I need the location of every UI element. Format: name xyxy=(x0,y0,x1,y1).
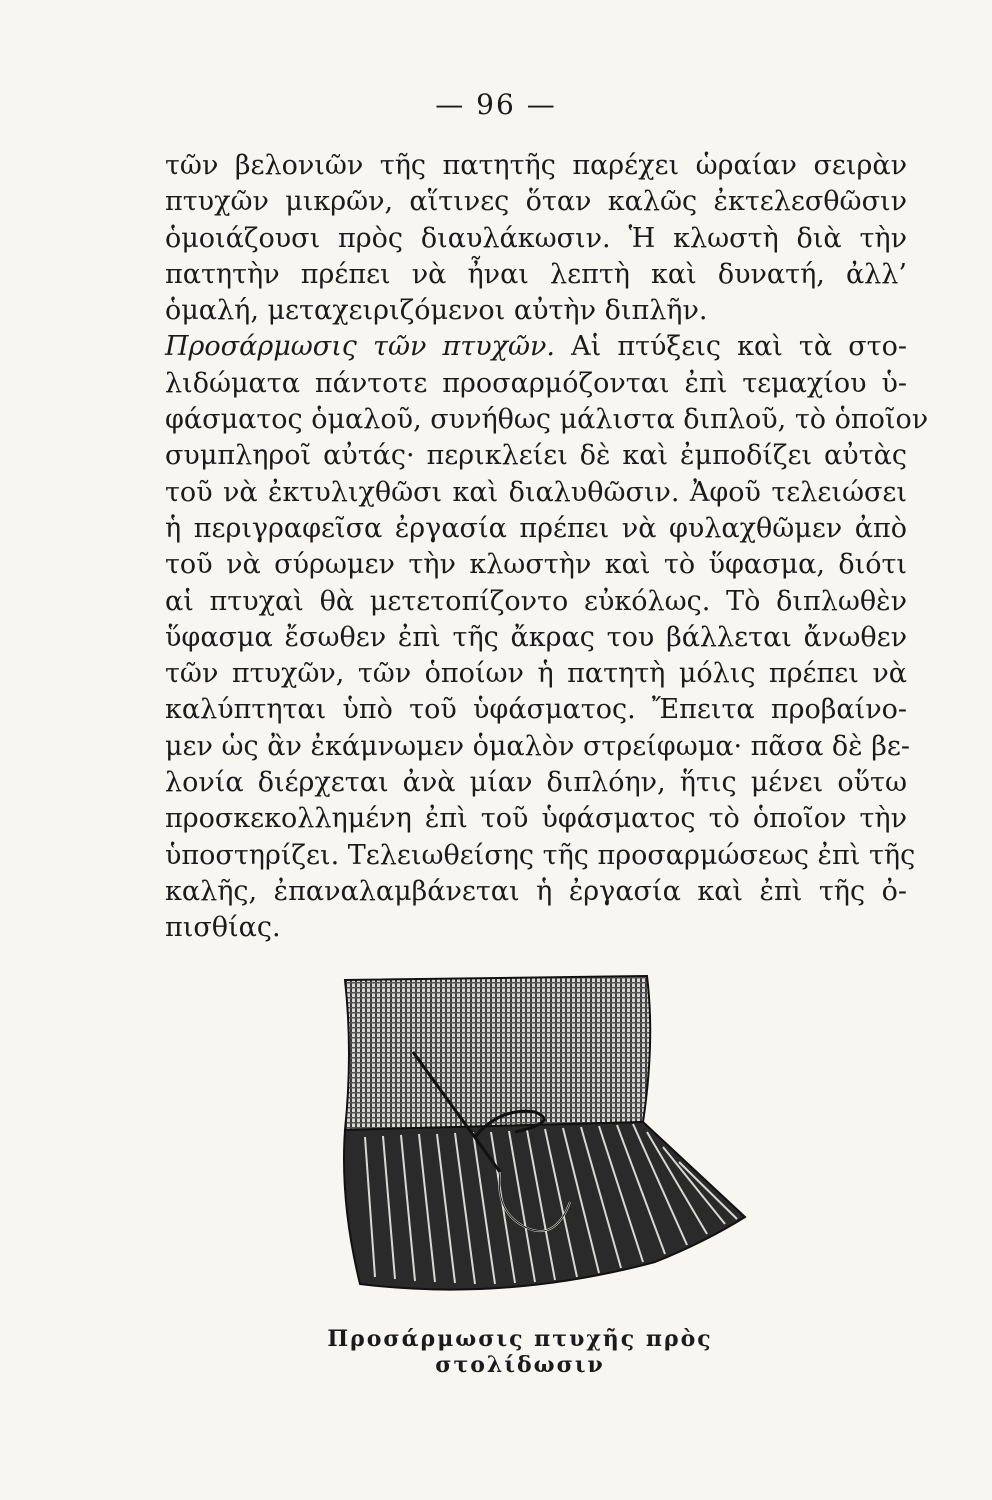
text-line: πατητὴν πρέπει νὰ ἦναι λεπτὴ καὶ δυνατή, ἀλλ’ xyxy=(165,258,907,290)
text-line: καλῆς, ἐπαναλαμβάνεται ἡ ἐργασία καὶ ἐπὶ τῆς ὀ- xyxy=(165,875,907,907)
text-line: τῶν βελονιῶν τῆς πατητῆς παρέχει ὡραίαν σειρὰν xyxy=(165,150,907,181)
text-line: τῶν πτυχῶν, τῶν ὁποίων ἡ πατητὴ μόλις πρέπει νὰ xyxy=(165,658,907,690)
text-line: ὁμαλή, μεταχειριζόμενοι αὐτὴν διπλῆν. xyxy=(165,295,708,327)
section-first-line-text: Αἱ πτύξεις καὶ τὰ στο- xyxy=(571,331,907,363)
text-line: αἱ πτυχαὶ θὰ μετετοπίζοντο εὐκόλως. Τὸ διπλωθὲν xyxy=(165,585,907,617)
text-line: λιδώματα πάντοτε προσαρμόζονται ἐπὶ τεμαχίου ὑ- xyxy=(165,367,907,399)
text-line: συμπληροῖ αὐτάς· περικλείει δὲ καὶ ἐμποδίζει αὐτὰς xyxy=(165,440,907,472)
section-heading: Προσάρμωσις τῶν πτυχῶν. xyxy=(165,331,555,363)
section-first-line xyxy=(165,329,907,365)
text-line: μεν ὡς ἂν ἐκάμνωμεν ὁμαλὸν στρείφωμα· πᾶσα δὲ βε- xyxy=(165,730,910,762)
text-line: ὑποστηρίζει. Τελειωθείσης τῆς προσαρμώσεως ἐπὶ τῆς xyxy=(165,839,916,871)
text-line: λονία διέρχεται ἀνὰ μίαν διπλόην, ἥτις μένει οὕτω xyxy=(165,767,907,799)
text-line: ὕφασμα ἔσωθεν ἐπὶ τῆς ἄκρας του βάλλεται ἄνωθεν xyxy=(165,621,907,653)
body-text xyxy=(165,148,929,947)
text-line: ἡ περιγραφεῖσα ἐργασία πρέπει νὰ φυλαχθῶμεν ἀπὸ xyxy=(165,512,907,544)
text-line: πισθίας. xyxy=(165,912,281,944)
figure-caption: Προσάρμωσις πτυχῆς πρὸς στολίδωσιν xyxy=(327,1326,713,1378)
text-line: καλύπτηται ὑπὸ τοῦ ὑφάσματος. Ἔπειτα προβαίνο- xyxy=(165,694,907,726)
text-line: πτυχῶν μικρῶν, αἵτινες ὅταν καλῶς ἐκτελεσθῶσιν xyxy=(165,186,907,218)
text-line: φάσματος ὁμαλοῦ, συνήθως μάλιστα διπλοῦ, τὸ ὁποῖον xyxy=(165,404,929,436)
text-line: προσκεκολλημένη ἐπὶ τοῦ ὑφάσματος τὸ ὁποῖον τὴν xyxy=(165,803,907,835)
pleat-fitting-illustration xyxy=(325,972,775,1292)
flat-cloth-band xyxy=(345,976,650,1130)
page-number: — 96 — xyxy=(435,88,557,121)
text-line: τοῦ νὰ ἐκτυλιχθῶσι καὶ διαλυθῶσιν. Ἀφοῦ τελειώσει xyxy=(165,476,907,508)
text-line: ὁμοιάζουσι πρὸς διαυλάκωσιν. Ἡ κλωστὴ διὰ τὴν xyxy=(165,222,907,254)
pleated-fabric xyxy=(344,1122,745,1290)
text-line: τοῦ νὰ σύρωμεν τὴν κλωστὴν καὶ τὸ ὕφασμα, διότι xyxy=(165,549,907,581)
